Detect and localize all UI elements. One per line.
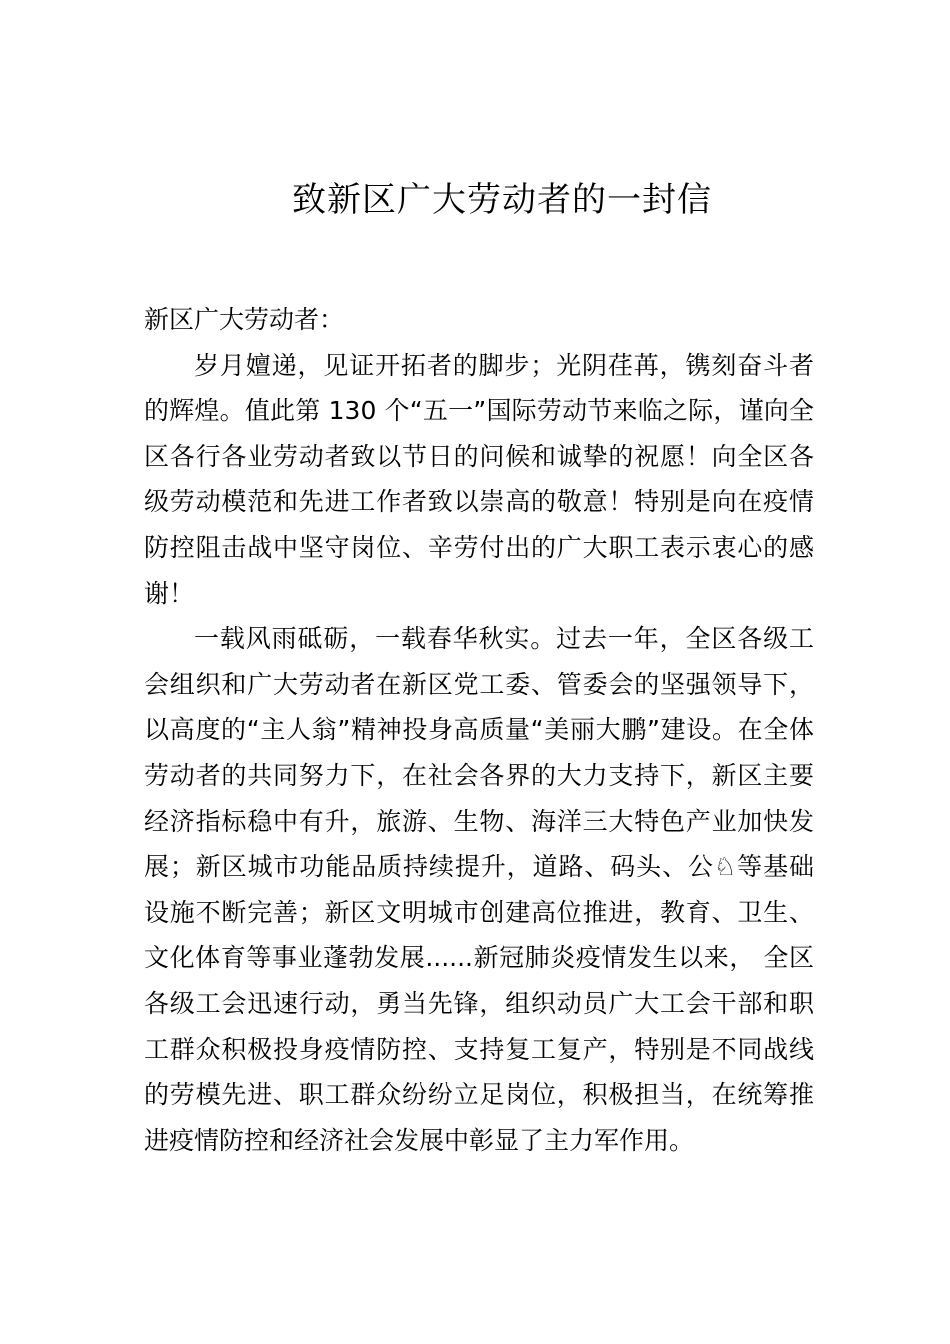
letter-body (144, 297, 814, 1163)
paragraph-2: 一载风雨砥砺，一载春华秋实。过去一年，全区各级工会组织和广大劳动者在新区党工委、管委会的坚强领导下，以高度的“主人翁”精神投身高质量“美丽大鹏”建设。在全体劳动者的共同努力下，在社会各界的大力支持下，新区主要经济指标稳中有升，旅游、生物、海洋三大特色产业加快发展；新区城市功能品质持续提升，道路、码头、公♘等基础设施不断完善；新区文明城市创建高位推进，教育、卫生、文化体育等事业蓬勃发展......新冠肺炎疫情发生以来， 全区各级工会迅速行动，勇当先锋，组织动员广大工会干部和职工群众积极投身疫情防控、支持复工复产，特别是不同战线的劳模先进、职工群众纷纷立足岗位，积极担当，在统筹推进疫情防控和经济社会发展中彰显了主力军作用。 (144, 624, 814, 1155)
document-title: 致新区广大劳动者的一封信 (292, 180, 712, 220)
paragraph-1: 岁月嬗递，见证开拓者的脚步；光阴荏苒，镌刻奋斗者的辉煌。值此第 130 个“五一”国际劳动节来临之际，谨向全区各行各业劳动者致以节日的问候和诚挚的祝愿！向全区各级劳动模范和先进工作者致以崇高的敬意！特别是向在疫情防控阻击战中坚守岗位、辛劳付出的广大职工表示衷心的感谢！ (144, 350, 814, 608)
salutation: 新区广大劳动者： (144, 305, 345, 334)
